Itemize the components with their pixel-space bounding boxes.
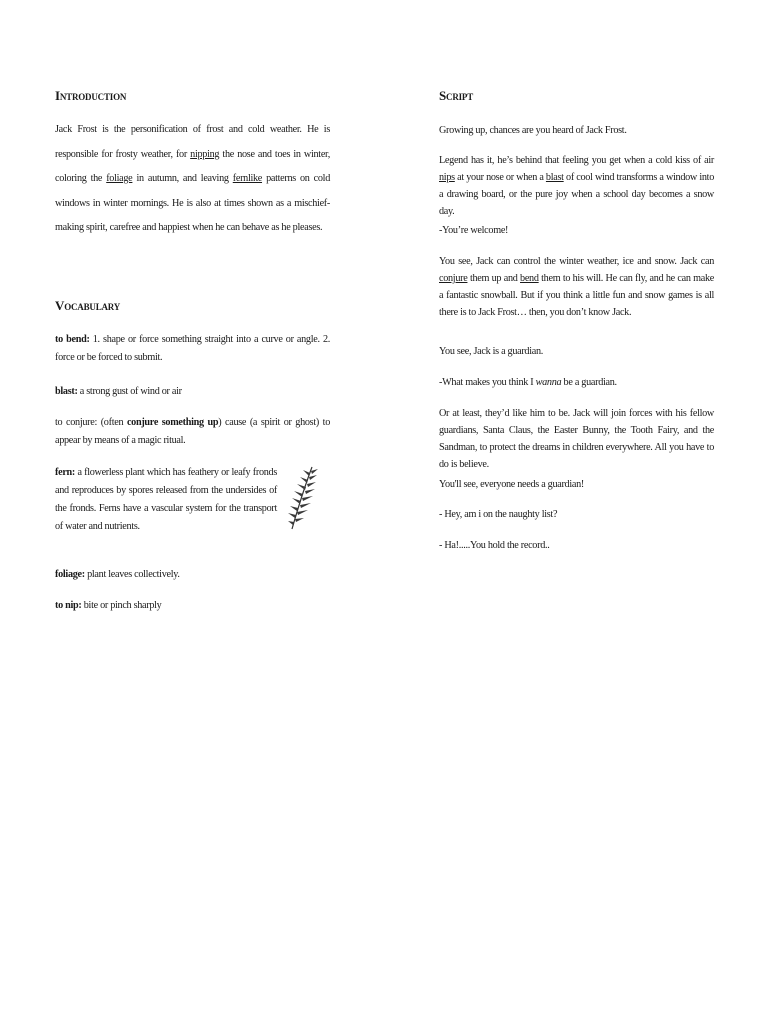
vocab-def-conjure: ) cause (a spirit or ghost) to appear by means of a magic ritual. bbox=[55, 417, 330, 446]
vocab-entry-blast bbox=[55, 383, 330, 401]
fern-image bbox=[282, 463, 322, 533]
script-word-wanna: wanna bbox=[535, 377, 562, 388]
script-word-blast: blast bbox=[545, 172, 564, 183]
intro-word-foliage: foliage bbox=[106, 173, 133, 184]
script-heading: Script bbox=[439, 88, 474, 103]
intro-word-nipping: nipping bbox=[190, 148, 220, 160]
introduction-heading: Introduction bbox=[55, 88, 127, 103]
script-word-nips: nips bbox=[439, 172, 455, 183]
script-text-2a: Legend has it, he’s behind that feeling you get when a cold kiss of air bbox=[439, 155, 714, 166]
vocab-def-bend: 1. shape or force something straight into a curve or angle. 2. force or be forced to submit. bbox=[55, 334, 330, 363]
script-text-2c: of cool wind transforms a window into a drawing board, or the pure joy when a school day becomes a snow day. bbox=[439, 172, 714, 217]
vocab-term-foliage: foliage: bbox=[55, 569, 85, 580]
vocabulary-heading: Vocabulary bbox=[55, 298, 121, 313]
vocab-entry-fern bbox=[55, 464, 277, 536]
vocab-term-blast: blast: bbox=[55, 386, 78, 397]
vocab-conjure-phrase: conjure something up bbox=[126, 417, 219, 428]
vocab-term-nip: to nip: bbox=[55, 600, 82, 611]
script-text-4c: them to his will. He can fly, and he can make a fantastic snowball. But if you think a little fun and snow games is all there is to Jack Frost… then, you don’t know Jack. bbox=[439, 273, 714, 318]
script-line-10: - Ha!.....You hold the record.. bbox=[439, 540, 550, 551]
intro-text-4: patterns on cold windows in winter mornings. He is also at times shown as a mischief-making spirit, carefree and happiest when he can behave as he pleases. bbox=[55, 173, 330, 233]
intro-word-fernlike: fernlike bbox=[232, 173, 263, 184]
vocab-term-fern: fern: bbox=[55, 467, 75, 478]
vocab-def-blast: a strong gust of wind or air bbox=[77, 386, 182, 397]
intro-text-1: Jack Frost is the personification of frost and cold weather. He is responsible for frosty weather, for bbox=[55, 124, 330, 160]
vocab-entry-nip bbox=[55, 597, 330, 615]
vocab-entry-bend bbox=[55, 331, 330, 367]
script-line-7: Or at least, they’d like him to be. Jack will join forces with his fellow guardians, Santa Claus, the Easter Bunny, the Tooth Fairy, and the Sandman, to protect the dreams in children everywhere. All you have to do is believe. bbox=[439, 408, 714, 470]
vocab-term-conjure: to conjure: (often bbox=[55, 417, 127, 428]
script-line-2 bbox=[439, 152, 714, 220]
vocab-def-foliage: plant leaves collectively. bbox=[84, 569, 180, 580]
script-line-6 bbox=[439, 374, 714, 391]
script-text-2b: at your nose or when a bbox=[454, 172, 546, 183]
script-line-8: You'll see, everyone needs a guardian! bbox=[439, 479, 584, 490]
intro-text-3: in autumn, and leaving bbox=[132, 173, 233, 184]
intro-text-2: the nose and toes in winter, coloring the bbox=[55, 148, 330, 184]
script-line-5: You see, Jack is a guardian. bbox=[439, 346, 544, 357]
vocab-term-bend: to bend: bbox=[55, 334, 90, 345]
script-word-conjure: conjure bbox=[439, 273, 468, 284]
script-line-1: Growing up, chances are you heard of Jack Frost. bbox=[439, 125, 627, 136]
script-line-4 bbox=[439, 253, 714, 321]
script-word-bend: bend bbox=[520, 273, 539, 284]
script-text-4b: them up and bbox=[467, 273, 521, 284]
script-line-3: -You’re welcome! bbox=[439, 225, 509, 236]
introduction-paragraph bbox=[55, 118, 330, 241]
vocab-def-nip: bite or pinch sharply bbox=[81, 600, 162, 611]
script-line-9: - Hey, am i on the naughty list? bbox=[439, 509, 558, 520]
script-text-6a: -What makes you think I bbox=[439, 377, 536, 388]
vocab-entry-conjure bbox=[55, 414, 330, 450]
vocab-entry-foliage bbox=[55, 566, 330, 584]
script-text-4a: You see, Jack can control the winter weather, ice and snow. Jack can bbox=[439, 256, 714, 267]
script-text-6b: be a guardian. bbox=[561, 377, 617, 388]
vocab-def-fern: a flowerless plant which has feathery or leafy fronds and reproduces by spores released from the undersides of the fronds. Ferns have a vascular system for the transport of water and nutrients. bbox=[55, 467, 277, 532]
